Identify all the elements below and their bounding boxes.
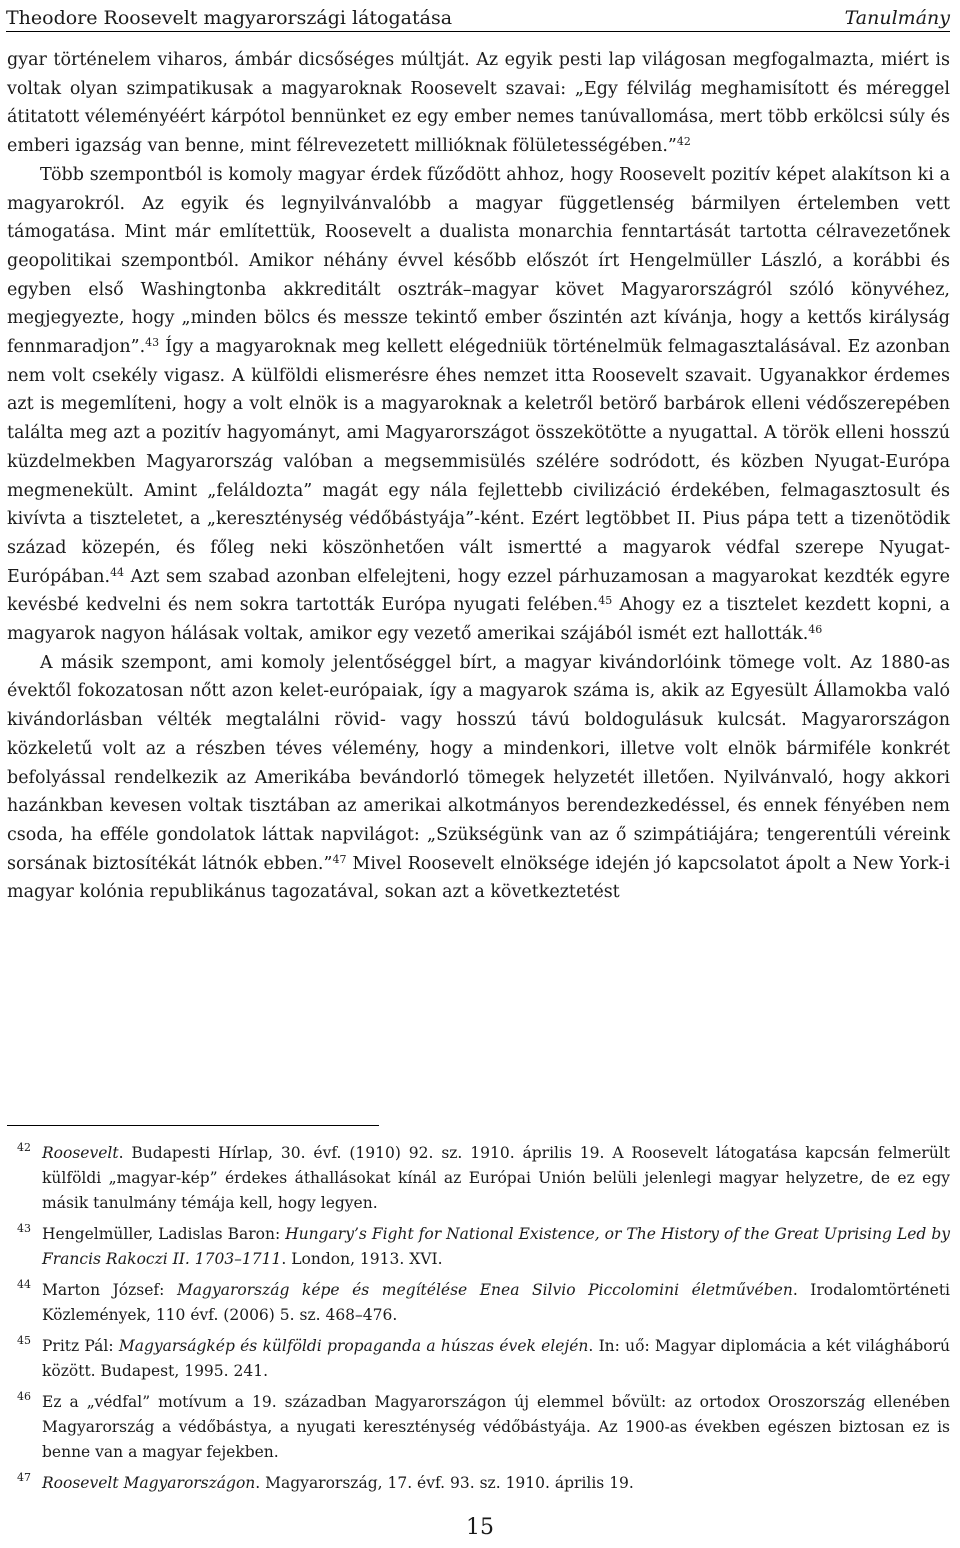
footnote-number: 44 [17,1278,31,1291]
paragraph-1-text: gyar történelem viharos, ámbár dicsőséges múltját. Az egyik pesti lap világosan megfogalmazta, miért is voltak olyan szimpatikusak a magyaroknak Roosevelt szavai: „Egy félvilág meghamisított és méreggel átitatott véleményéért kárpótol bennünket ez egy ember nemes tanúvallomása, mert több erkölcsi súly és emberi igazság van benne, mint félrevezetett millióknak fölületességében.” [7,50,950,157]
footnote-italic: Hungary’s Fight for National Existence, or The History of the Great Uprising Led by Francis Rakoczi II. 1703–1711 [42,1225,950,1268]
footnote-44 [7,1278,950,1328]
footnote-46 [7,1390,950,1465]
paragraph-2-text-a: Több szempontból is komoly magyar érdek fűződött ahhoz, hogy Roosevelt pozitív képet alakítson ki a magyarokról. Az egyik és legnyilvánvalóbb a magyar függetlenség bármilyen értelemben vett támogatása. Mint már említettük, Roosevelt a dualista monarchia fenntartását tartotta célravezetőnek geopolitikai szempontból. Amikor néhány évvel később előszót írt Hengelmüller László, a korábbi és egyben első Washingtonba akkreditált osztrák–magyar követ Magyarországról szóló könyvéhez, megjegyezte, hogy „minden bölcs és messze tekintő ember őszintén azt kívánja, hogy a kettős királyság fennmaradjon”. [7,164,950,358]
paragraph-2-text-d: Ahogy ez a tisztelet kezdett kopni, a magyarok nagyon hálásak voltak, amikor egy vezető amerikai szájából ismét ezt hallották. [7,595,950,645]
footnote-ref-42[interactable]: 42 [676,135,691,149]
header-title: Theodore Roosevelt magyarországi látogatása [6,7,453,29]
footnote-text: . In: uő: Magyar diplomácia a két világháború között. Budapest, 1995. 241. [42,1337,950,1380]
page-number: 15 [466,1515,494,1540]
paragraph-2-text-b: Így a magyaroknak meg kellett elégedniük történelmük felmagasztalásával. Ez azonban nem volt csekély vigasz. A külföldi elismerésre éhes nemzet itta Roosevelt szavait. Ugyanakkor érdemes azt is megemlíteni, hogy a volt elnök is a magyaroknak a keletről betörő barbárok elleni védőszerepében találta meg azt a pozitív hagyományt, ami Magyarországot összekötötte a nyugattal. A török elleni hosszú küzdelmekben Magyarország valóban a megsemmisülés szélére sodródott, és közben Nyugat-Európa megmenekült. Amint „feláldozta” magát egy nála fejlettebb civilizáció érdekében, felmagasztosult és kivívta a tiszteletet, a „kereszténység védőbástyája”-ként. Ezért legtöbbet II. Pius pápa tett a tizenötödik század közepén, és főleg neki köszönhetően vált ismertté a magyarok védfal szerepe Nyugat-Európában. [7,337,950,587]
footnote-author: Marton József: [42,1281,177,1299]
footnote-42 [7,1141,950,1216]
footnote-italic: Roosevelt Magyarországon [42,1474,256,1492]
running-header [6,0,950,32]
footnote-italic: Roosevelt [42,1144,119,1162]
footnote-author: Pritz Pál: [42,1337,119,1355]
paragraph-3-text-a: A másik szempont, ami komoly jelentőséggel bírt, a magyar kivándorlóink tömege volt. Az 1880-as évektől fokozatosan nőtt azon kelet-európaiak, így a magyarok száma is, akik az Egyesült Államokba való kivándorlásban vélték megtalálni rövid- vagy hosszú távú boldogulásuk kulcsát. Magyarországon közkeletű volt az a részben téves vélemény, hogy a mindenkori, illetve volt elnök bármiféle konkrét befolyással rendelkezik az Amerikába bevándorló tömegek helyzetét illetően. Nyilvánvaló, hogy akkori hazánkban kevesen voltak tisztában az amerikai alkotmányos berendezkedéssel, és ennek fényében nem csoda, ha efféle gondolatok láttak napvilágot: „Szükségünk van az ő szimpátiájára; tengerentúli véreink sorsának biztosítékát látnók ebben.” [7,652,950,874]
footnote-text: . Irodalomtörténeti Közlemények, 110 évf. (2006) 5. sz. 468–476. [42,1281,950,1324]
footnote-text: . Budapesti Hírlap, 30. évf. (1910) 92. sz. 1910. április 19. A Roosevelt látogatása kapcsán felmerült külföldi „magyar-kép” érdekes áthallásokat kínál az Európai Unión belüli jelenlegi magyar helyzetre, de ez egy másik tanulmány témája kell, hogy legyen. [42,1144,950,1212]
footnote-separator [7,1125,379,1126]
paragraph-3 [7,649,950,907]
footnote-italic: Magyarország képe és megítélése Enea Silvio Piccolomini életművében [176,1281,793,1299]
footnote-43 [7,1222,950,1272]
footnote-author: Hengelmüller, Ladislas Baron: [42,1225,286,1243]
main-text [7,46,950,907]
footnote-ref-46[interactable]: 46 [808,623,823,637]
footnote-47 [7,1471,950,1496]
footnote-text: . London, 1913. XVI. [281,1250,443,1268]
footnote-ref-44[interactable]: 44 [110,565,125,579]
paragraph-2 [7,161,950,649]
footnotes [7,1141,950,1502]
footnote-ref-43[interactable]: 43 [145,336,160,350]
footnote-number: 46 [17,1390,31,1403]
footnote-ref-45[interactable]: 45 [598,594,613,608]
paragraph-2-text-c: Azt sem szabad azonban elfelejteni, hogy ezzel párhuzamosan a magyarokat kezdték egyre kevésbé kedvelni és nem sokra tartották Európa nyugati felében. [7,566,950,616]
footnote-number: 43 [17,1222,31,1235]
footnote-number: 42 [17,1141,31,1154]
paragraph-3-text-b: Mivel Roosevelt elnöksége idején jó kapcsolatot ápolt a New York-i magyar kolónia republikánus tagozatával, sokan azt a következtetést [7,853,950,903]
footnote-45 [7,1334,950,1384]
footnote-number: 45 [17,1334,31,1347]
header-section: Tanulmány [844,7,950,29]
footnote-text: . Magyarország, 17. évf. 93. sz. 1910. április 19. [255,1474,634,1492]
footnote-number: 47 [17,1471,31,1484]
footnote-text: Ez a „védfal” motívum a 19. században Magyarországon új elemmel bővült: az ortodox Oroszország ellenében Magyarország a védőbástya, a nyugati kereszténység védőbástyája. Az 1900-as években egészen biztosan ez is benne van a magyar fejekben. [42,1393,950,1461]
footnote-ref-47[interactable]: 47 [332,852,347,866]
footnote-italic: Magyarságkép és külföldi propaganda a húszas évek elején [118,1337,589,1355]
paragraph-1 [7,46,950,161]
